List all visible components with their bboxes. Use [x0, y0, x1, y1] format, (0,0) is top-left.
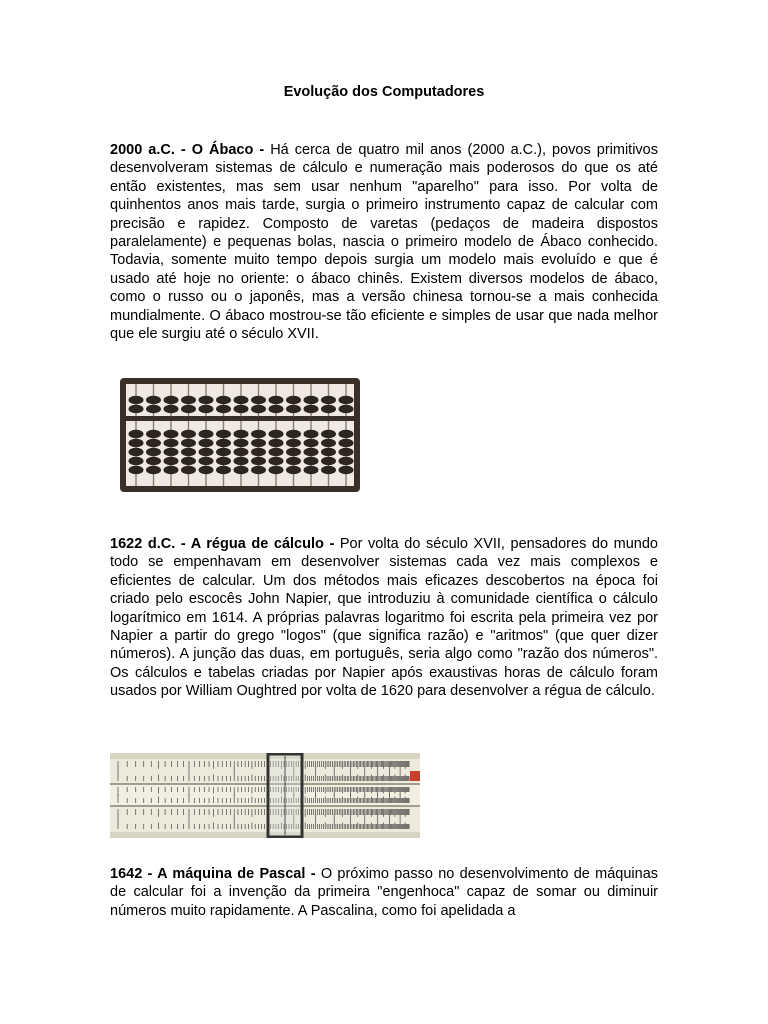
section-abacus [110, 141, 658, 343]
abacus-bead [129, 466, 144, 474]
abacus-bead [181, 466, 196, 474]
abacus-bead [216, 430, 231, 438]
abacus-bead [269, 457, 284, 465]
abacus-bead [129, 405, 144, 413]
abacus-image [118, 376, 362, 494]
abacus-bead [304, 439, 319, 447]
abacus-bead [129, 457, 144, 465]
abacus-bead [286, 430, 301, 438]
abacus-bead [234, 439, 249, 447]
abacus-bead [321, 430, 336, 438]
abacus-bead [269, 430, 284, 438]
abacus-bead [216, 396, 231, 404]
abacus-bead [251, 405, 266, 413]
abacus-bead [164, 405, 179, 413]
abacus-bead [216, 457, 231, 465]
abacus-bead [339, 448, 354, 456]
abacus-bead [146, 405, 161, 413]
abacus-bead [321, 466, 336, 474]
abacus-bead [164, 396, 179, 404]
abacus-bead [164, 457, 179, 465]
abacus-bead [129, 430, 144, 438]
abacus-bead [269, 466, 284, 474]
abacus-bead [339, 457, 354, 465]
abacus-bead [339, 439, 354, 447]
abacus-bead [199, 430, 214, 438]
section-heading: 1622 d.C. - A régua de cálculo - [110, 536, 335, 552]
abacus-bead [286, 405, 301, 413]
abacus-bead [199, 439, 214, 447]
abacus-bead [234, 466, 249, 474]
abacus-bead [251, 439, 266, 447]
abacus-bead [216, 466, 231, 474]
abacus-bead [251, 466, 266, 474]
abacus-bead [269, 448, 284, 456]
abacus-bead [164, 466, 179, 474]
abacus-bead [304, 405, 319, 413]
section-heading: 2000 a.C. - O Ábaco - [110, 142, 265, 158]
section-body: O próximo passo no desenvolvimento de máquinas de calcular foi a invenção da primeira "engenhoca" capaz de somar ou diminuir números muito rapidamente. A Pascalina, como foi apelidada a [110, 866, 659, 919]
abacus-bead [321, 439, 336, 447]
abacus-bead [129, 448, 144, 456]
abacus-bead [129, 396, 144, 404]
abacus-bead [234, 448, 249, 456]
abacus-bead [321, 448, 336, 456]
abacus-bead [304, 448, 319, 456]
abacus-bead [199, 396, 214, 404]
abacus-bead [234, 405, 249, 413]
abacus-bead [251, 396, 266, 404]
section-body: Por volta do século XVII, pensadores do mundo todo se empenhavam em desenvolver sistemas cada vez mais complexos e eficientes de calcular. Um dos métodos mais eficazes descobertos na época foi criado pelo escocês John Napier, que introduziu à comunidade científica o cálculo logarítmico em 1614. A próprias palavras logaritmo foi escrita pela primeira vez por Napier a partir do grego "logos" (que significa razão) e "aritmos" (que quer dizer números). A junção das duas, em português, seria algo como "razão dos números". Os cálculos e tabelas criadas por Napier após exaustivas horas de cálculo foram usados por William Oughtred por volta de 1620 para desenvolver a régua de cálculo. [110, 536, 658, 700]
abacus-bead [269, 405, 284, 413]
abacus-bead [216, 439, 231, 447]
abacus-bead [146, 466, 161, 474]
abacus-bead [234, 457, 249, 465]
abacus-bead [199, 466, 214, 474]
abacus-bead [286, 466, 301, 474]
abacus-bead [216, 405, 231, 413]
abacus-bead [146, 457, 161, 465]
abacus-bead [181, 430, 196, 438]
abacus-bead [216, 448, 231, 456]
abacus-bead [269, 439, 284, 447]
abacus-bead [321, 457, 336, 465]
abacus-bead [129, 439, 144, 447]
abacus-bead [304, 466, 319, 474]
abacus-bead [321, 405, 336, 413]
abacus-bead [146, 448, 161, 456]
abacus-bead [286, 457, 301, 465]
abacus-bead [181, 405, 196, 413]
abacus-bead [181, 439, 196, 447]
abacus-bead [286, 439, 301, 447]
abacus-bead [286, 396, 301, 404]
section-pascal [110, 865, 658, 920]
abacus-bead [251, 448, 266, 456]
abacus-bead [339, 466, 354, 474]
abacus-bead [234, 396, 249, 404]
abacus-bead [339, 405, 354, 413]
abacus-bead [304, 396, 319, 404]
abacus-bead [321, 396, 336, 404]
slide-rule-image [110, 753, 420, 838]
abacus-bead [164, 430, 179, 438]
abacus-bead [304, 430, 319, 438]
abacus-bead [234, 430, 249, 438]
abacus-bead [181, 448, 196, 456]
abacus-bead [251, 457, 266, 465]
abacus-bead [269, 396, 284, 404]
abacus-bead [286, 448, 301, 456]
abacus-bead [146, 439, 161, 447]
section-body: Há cerca de quatro mil anos (2000 a.C.), povos primitivos desenvolveram sistemas de cálculo e numeração mais poderosos do que os até então existentes, mas sem usar nenhum "aparelho" para isso. Por volta de quinhentos anos mais tarde, surgia o primeiro instrumento capaz de calcular com precisão e rapidez. Composto de varetas (pedaços de madeira dispostos paralelamente) e pequenas bolas, nascia o primeiro modelo de Ábaco conhecido. Todavia, somente muito tempo depois surgia um modelo mais evoluído e que é usado até hoje no oriente: o ábaco chinês. Existem diversos modelos de ábaco, como o russo ou o japonês, mas a versão chinesa tornou-se a mais conhecida mundialmente. O ábaco mostrou-se tão eficiente e simples de usar que nada melhor que ele surgiu até o século XVII. [110, 142, 658, 343]
abacus-bead [199, 448, 214, 456]
section-heading: 1642 - A máquina de Pascal - [110, 866, 316, 882]
abacus-bead [304, 457, 319, 465]
abacus-bead [339, 430, 354, 438]
abacus-bead [181, 457, 196, 465]
abacus-bead [339, 396, 354, 404]
section-slide-rule [110, 535, 658, 701]
abacus-bead [146, 396, 161, 404]
abacus-bead [251, 430, 266, 438]
abacus-bead [199, 405, 214, 413]
abacus-bead [164, 448, 179, 456]
abacus-bead [146, 430, 161, 438]
abacus-bead [181, 396, 196, 404]
abacus-bead [164, 439, 179, 447]
document-title: Evolução dos Computadores [283, 84, 485, 100]
abacus-bead [199, 457, 214, 465]
